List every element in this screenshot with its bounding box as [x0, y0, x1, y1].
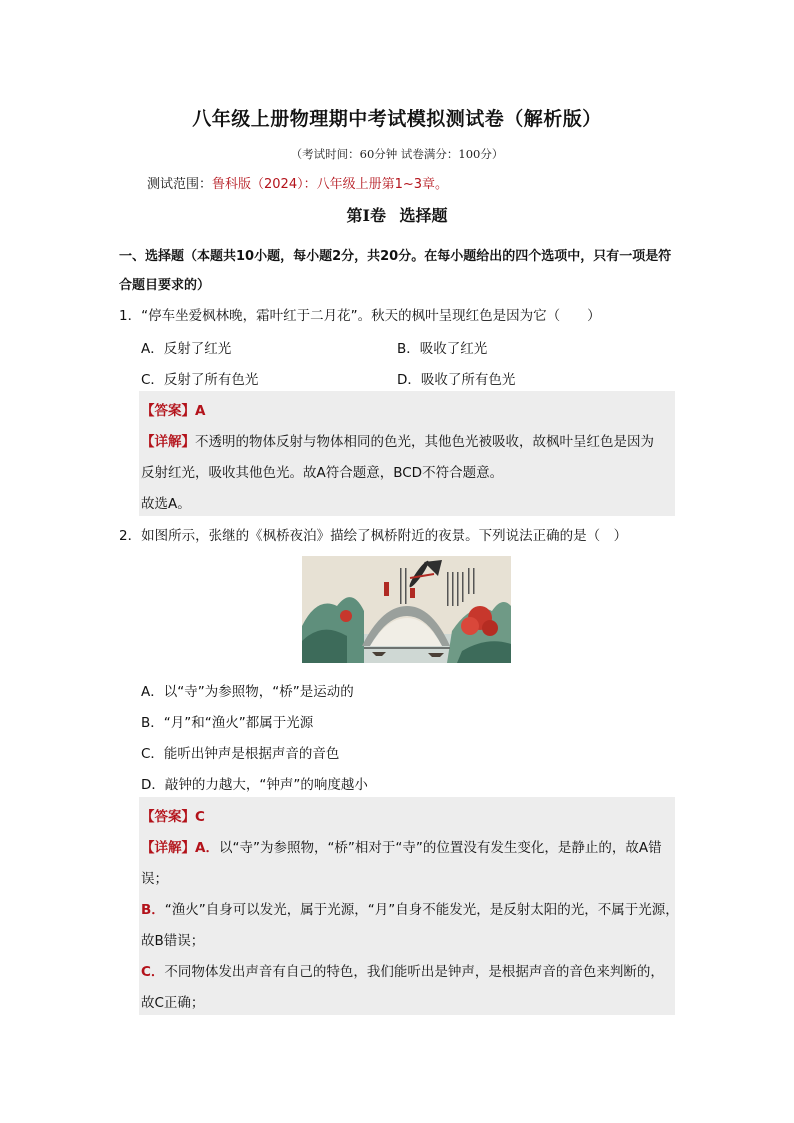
document-title: 八年级上册物理期中考试模拟测试卷（解析版） — [192, 108, 602, 130]
q2-detail-b-prefix: B． — [141, 902, 165, 918]
q2-option-a: A．以“寺”为参照物，“桥”是运动的 — [141, 684, 354, 700]
q1-detail-text: 不透明的物体反射与物体相同的色光，其他色光被吸收，故枫叶呈红色是因为 — [195, 434, 654, 450]
q1-answer: 【答案】A — [141, 403, 206, 419]
q1-detail-label: 【详解】 — [141, 434, 195, 450]
q2-detail-c-text: 不同物体发出声音有自己的特色，我们能听出是钟声，是根据声音的音色来判断的， — [164, 964, 664, 980]
q2-detail-a-line-2: 误； — [141, 871, 168, 887]
q1-option-b: B．吸收了红光 — [397, 341, 488, 357]
q1-detail-line-2: 反射红光，吸收其他色光。故A符合题意，BCD不符合题意。 — [141, 465, 504, 481]
q1-option-c: C．反射了所有色光 — [141, 372, 259, 388]
q2-detail-b-line-2: 故B错误； — [141, 933, 205, 949]
q2-detail-c-line-1 — [141, 960, 664, 980]
q1-option-a: A．反射了红光 — [141, 341, 232, 357]
q2-detail-c-line-2: 故C正确； — [141, 995, 205, 1011]
q2-option-b: B．“月”和“渔火”都属于光源 — [141, 715, 314, 731]
test-range-value: 鲁科版（2024）：八年级上册第1~3章。 — [212, 177, 449, 192]
q2-detail-b-text: “渔火”自身可以发光，属于光源，“月”自身不能发光，是反射太阳的光，不属于光源， — [164, 902, 679, 918]
section-instructions: 一、选择题（本题共10小题，每小题2分，共20分。在每小题给出的四个选项中，只有一项是符合题目要求的） — [119, 249, 672, 293]
test-range — [147, 173, 448, 192]
q1-option-d: D．吸收了所有色光 — [397, 372, 516, 388]
q1-conclusion: 故选A。 — [141, 496, 191, 512]
q2-detail-a-line-1 — [141, 836, 662, 856]
q1-answer-box — [139, 391, 675, 516]
q2-detail-c-prefix: C． — [141, 964, 165, 980]
q2-option-d: D．敲钟的力越大，“钟声”的响度越小 — [141, 777, 368, 793]
q2-detail-a-text: 以“寺”为参照物，“桥”相对于“寺”的位置没有发生变化，是静止的，故A错 — [218, 840, 662, 856]
section-title: 第Ⅰ卷 选择题 — [346, 206, 448, 225]
q2-detail-a-prefix: A． — [195, 840, 219, 856]
q2-detail-label: 【详解】 — [141, 840, 195, 856]
question-2-stem: 2．如图所示，张继的《枫桥夜泊》描绘了枫桥附近的夜景。下列说法正确的是（ ） — [119, 528, 628, 544]
q2-answer: 【答案】C — [141, 809, 205, 825]
exam-info: （考试时间：60分钟 试卷满分：100分） — [290, 147, 504, 161]
q1-detail-line-1 — [141, 430, 654, 450]
question-1-stem: 1．“停车坐爱枫林晚，霜叶红于二月花”。秋天的枫叶呈现红色是因为它（ ） — [119, 308, 601, 324]
q2-option-c: C．能听出钟声是根据声音的音色 — [141, 746, 340, 762]
maple-bridge-painting — [302, 556, 511, 663]
q2-detail-b-line-1 — [141, 898, 679, 918]
test-range-label: 测试范围： — [147, 177, 213, 192]
